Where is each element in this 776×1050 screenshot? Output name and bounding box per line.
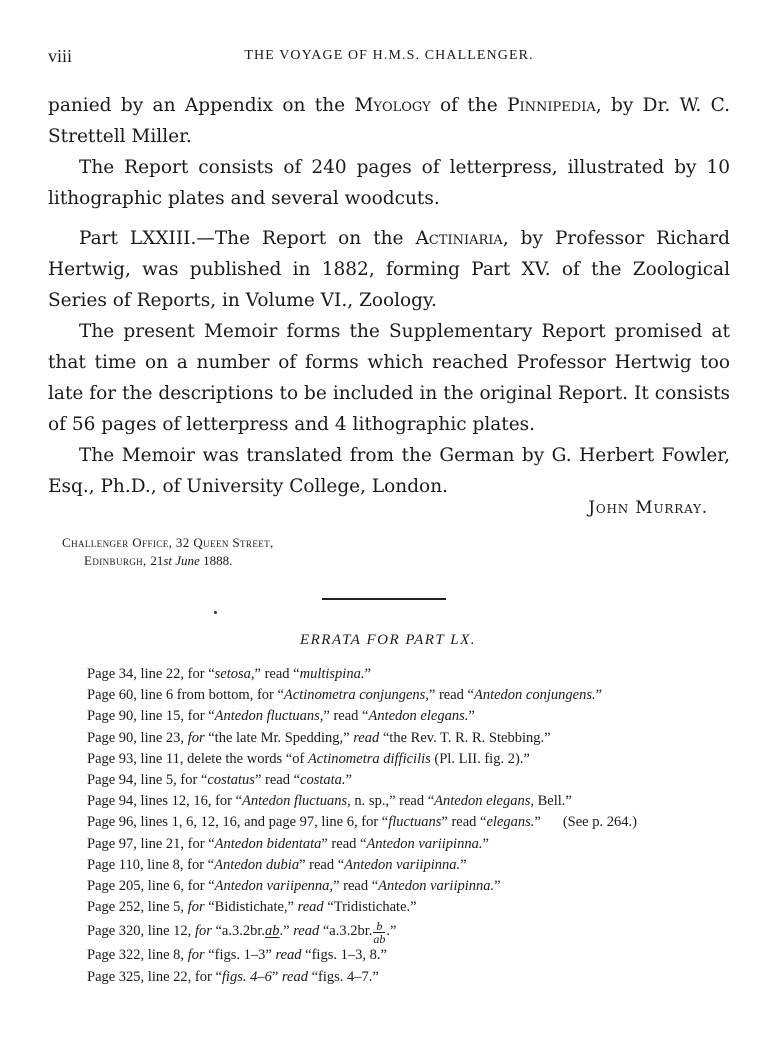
text-run: Part LXXIII.—The Report on the (79, 228, 416, 249)
paragraph-part-lxxiii (48, 223, 730, 316)
text-run-smallcaps: Myology (354, 95, 431, 116)
body-text (48, 90, 730, 502)
paragraph-translation: The Memoir was translated from the German by G. Herbert Fowler, Esq., Ph.D., of University College, London. (48, 445, 730, 497)
stray-dot (214, 611, 217, 614)
day-suffix: st (163, 553, 173, 568)
text-run: of the (430, 95, 508, 116)
fraction: $\frac{b}{ab}$ (373, 918, 386, 946)
errata-entry: Page 94, line 5, for “costatus” read “costata.” (87, 772, 352, 789)
text-run-smallcaps: Actiniaria (415, 228, 503, 249)
city: Edinburgh, (84, 553, 151, 568)
errata-entry: Page 90, line 23, for “the late Mr. Spedding,” read “the Rev. T. R. R. Stebbing.” (87, 729, 551, 746)
signature: John Murray. (588, 498, 708, 518)
errata-entry: Page 60, line 6 from bottom, for “Actinometra conjungens,” read “Antedon conjungens.” (87, 687, 603, 704)
errata-entry: Page 205, line 6, for “Antedon variipenna,” read “Antedon variipinna.” (87, 878, 501, 895)
errata-entry: Page 110, line 8, for “Antedon dubia” read “Antedon variipinna.” (87, 856, 467, 873)
errata-entry: Page 325, line 22, for “figs. 4–6” read “figs. 4–7.” (87, 968, 379, 985)
see-reference: (See p. 264.) (562, 814, 637, 831)
errata-title: ERRATA FOR PART LX. (299, 632, 476, 648)
paragraph-report-extent: The Report consists of 240 pages of letterpress, illustrated by 10 lithographic plates and several woodcuts. (48, 157, 730, 209)
errata-entry: Page 322, line 8, for “figs. 1–3” read “figs. 1–3, 8.” (87, 947, 387, 964)
errata-entry: Page 34, line 22, for “setosa,” read “multispina.” (87, 666, 371, 682)
office-line-1: Challenger Office, 32 Queen Street, (62, 535, 274, 550)
office-address (62, 534, 274, 570)
text-run-smallcaps: Pinnipedia (507, 95, 596, 116)
overlined-term: ab (265, 923, 280, 940)
running-title: THE VOYAGE OF H.M.S. CHALLENGER. (244, 48, 534, 63)
paragraph-memoir: The present Memoir forms the Supplementary Report promised at that time on a number of forms which reached Professor Hertwig too late for the descriptions to be included in the original Report. It consists of 56 pages of letterpress and 4 lithographic plates. (48, 321, 730, 435)
text-run: , by Dr. W. C. Strettell Miller. (48, 95, 730, 147)
office-line-2 (84, 552, 274, 570)
day: 21 (150, 553, 164, 568)
errata-list (87, 664, 747, 988)
running-header (48, 46, 730, 70)
section-rule (322, 598, 446, 600)
paragraph-continuation (48, 90, 730, 152)
text-run: , by Professor Richard Hertwig, was published in 1882, forming Part XV. of the Zoological Series of Reports, in Volume VI., Zoology. (48, 228, 730, 311)
text-run: panied by an Appendix on the (48, 95, 355, 116)
errata-entry: Page 320, line 12, for “a.3.2br.ab.” read “a.3.2br. $\frac{b}{ab}$ .” (87, 918, 397, 946)
errata-entry: Page 97, line 21, for “Antedon bidentata” read “Antedon variipinna.” (87, 835, 489, 852)
errata-entry: Page 94, lines 12, 16, for “Antedon fluctuans, n. sp.,” read “Antedon elegans, Bell.” (87, 793, 572, 810)
year: 1888. (199, 553, 233, 568)
page-number: viii (48, 46, 73, 66)
errata-entry: Page 90, line 15, for “Antedon fluctuans,” read “Antedon elegans.” (87, 708, 475, 725)
month: June (172, 553, 200, 568)
errata-entry: Page 96, lines 1, 6, 12, 16, and page 97, line 6, for “fluctuans” read “elegans.” (See p. 264.) (87, 812, 747, 833)
errata-entry: Page 93, line 11, delete the words “of Actinometra difficilis (Pl. LII. fig. 2).” (87, 750, 530, 767)
errata-entry: Page 252, line 5, for “Bidistichate,” read “Tridistichate.” (87, 899, 417, 916)
